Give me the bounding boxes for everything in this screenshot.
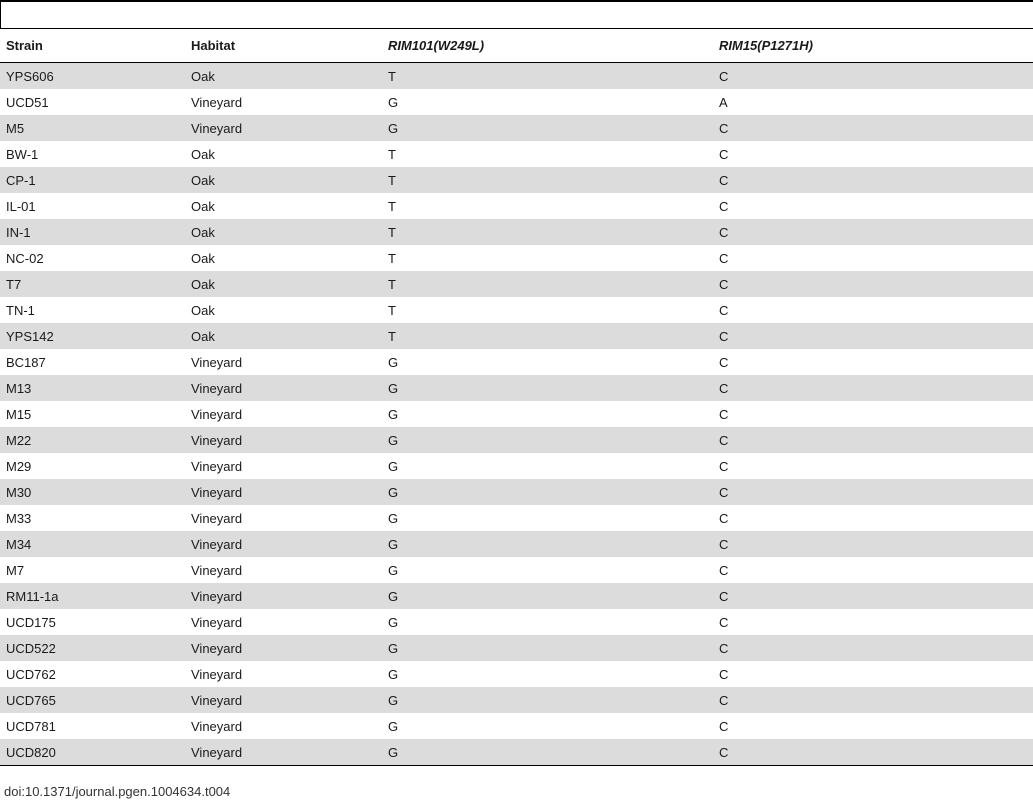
- table-row: [0, 375, 1033, 401]
- cell-rim101: T: [382, 271, 713, 297]
- cell-rim15: C: [713, 427, 1033, 453]
- cell-rim15: C: [713, 453, 1033, 479]
- table-row: [0, 219, 1033, 245]
- cell-rim101: G: [382, 89, 713, 115]
- cell-rim15: C: [713, 479, 1033, 505]
- cell-rim101: G: [382, 349, 713, 375]
- cell-strain: M7: [0, 557, 185, 583]
- cell-habitat: Vineyard: [185, 505, 382, 531]
- table-row: [0, 739, 1033, 766]
- cell-rim101: T: [382, 193, 713, 219]
- cell-rim15: C: [713, 401, 1033, 427]
- cell-rim15: A: [713, 89, 1033, 115]
- table-row: [0, 453, 1033, 479]
- cell-habitat: Oak: [185, 219, 382, 245]
- cell-rim101: T: [382, 141, 713, 167]
- cell-rim15: C: [713, 739, 1033, 766]
- table-row: [0, 505, 1033, 531]
- cell-habitat: Vineyard: [185, 349, 382, 375]
- table-row: [0, 713, 1033, 739]
- table-row: [0, 193, 1033, 219]
- cell-rim15: C: [713, 713, 1033, 739]
- cell-strain: RM11-1a: [0, 583, 185, 609]
- cell-rim15: C: [713, 141, 1033, 167]
- cell-strain: YPS142: [0, 323, 185, 349]
- table-row: [0, 531, 1033, 557]
- cell-habitat: Oak: [185, 63, 382, 90]
- table-header-row: [0, 29, 1033, 63]
- cell-strain: IL-01: [0, 193, 185, 219]
- cell-strain: M22: [0, 427, 185, 453]
- cell-strain: CP-1: [0, 167, 185, 193]
- cell-habitat: Vineyard: [185, 427, 382, 453]
- table-row: [0, 349, 1033, 375]
- cell-rim15: C: [713, 531, 1033, 557]
- cell-strain: IN-1: [0, 219, 185, 245]
- cell-habitat: Vineyard: [185, 583, 382, 609]
- header-rim101: RIM101(W249L): [382, 29, 713, 63]
- cell-strain: UCD522: [0, 635, 185, 661]
- table-row: [0, 687, 1033, 713]
- cell-habitat: Vineyard: [185, 557, 382, 583]
- cell-rim101: G: [382, 609, 713, 635]
- cell-rim15: C: [713, 297, 1033, 323]
- cell-strain: UCD781: [0, 713, 185, 739]
- table-row: [0, 479, 1033, 505]
- table-row: [0, 245, 1033, 271]
- cell-strain: M13: [0, 375, 185, 401]
- cell-rim101: G: [382, 583, 713, 609]
- cell-rim15: C: [713, 661, 1033, 687]
- cell-strain: BW-1: [0, 141, 185, 167]
- cell-rim15: C: [713, 349, 1033, 375]
- table-row: [0, 115, 1033, 141]
- cell-rim101: G: [382, 505, 713, 531]
- cell-rim15: C: [713, 193, 1033, 219]
- cell-rim15: C: [713, 167, 1033, 193]
- cell-strain: M30: [0, 479, 185, 505]
- cell-strain: NC-02: [0, 245, 185, 271]
- table-row: [0, 271, 1033, 297]
- cell-habitat: Vineyard: [185, 739, 382, 766]
- table-top-rule: [0, 0, 1033, 2]
- cell-rim15: C: [713, 635, 1033, 661]
- table-row: [0, 323, 1033, 349]
- cell-strain: BC187: [0, 349, 185, 375]
- cell-rim101: T: [382, 167, 713, 193]
- cell-strain: M33: [0, 505, 185, 531]
- table-row: [0, 557, 1033, 583]
- table-left-edge: [0, 0, 1, 28]
- cell-habitat: Vineyard: [185, 479, 382, 505]
- cell-rim101: G: [382, 427, 713, 453]
- cell-rim101: G: [382, 531, 713, 557]
- cell-strain: UCD820: [0, 739, 185, 766]
- cell-rim101: G: [382, 635, 713, 661]
- cell-habitat: Vineyard: [185, 531, 382, 557]
- cell-habitat: Vineyard: [185, 609, 382, 635]
- cell-habitat: Oak: [185, 297, 382, 323]
- cell-rim101: T: [382, 219, 713, 245]
- table-row: [0, 427, 1033, 453]
- table-row: [0, 635, 1033, 661]
- cell-habitat: Oak: [185, 141, 382, 167]
- cell-strain: TN-1: [0, 297, 185, 323]
- cell-habitat: Vineyard: [185, 713, 382, 739]
- table-row: [0, 63, 1033, 90]
- cell-rim15: C: [713, 219, 1033, 245]
- cell-rim101: G: [382, 739, 713, 766]
- cell-rim101: G: [382, 687, 713, 713]
- cell-habitat: Vineyard: [185, 687, 382, 713]
- header-rim15: RIM15(P1271H): [713, 29, 1033, 63]
- cell-strain: T7: [0, 271, 185, 297]
- cell-habitat: Oak: [185, 323, 382, 349]
- cell-rim15: C: [713, 323, 1033, 349]
- cell-habitat: Vineyard: [185, 89, 382, 115]
- cell-rim101: G: [382, 557, 713, 583]
- cell-strain: UCD765: [0, 687, 185, 713]
- table-row: [0, 661, 1033, 687]
- cell-strain: UCD175: [0, 609, 185, 635]
- cell-rim15: C: [713, 375, 1033, 401]
- table-body: [0, 63, 1033, 766]
- cell-rim101: G: [382, 661, 713, 687]
- cell-habitat: Oak: [185, 193, 382, 219]
- cell-rim15: C: [713, 505, 1033, 531]
- header-habitat: Habitat: [185, 29, 382, 63]
- cell-rim101: G: [382, 453, 713, 479]
- cell-rim101: G: [382, 115, 713, 141]
- cell-strain: M5: [0, 115, 185, 141]
- header-strain: Strain: [0, 29, 185, 63]
- cell-rim101: G: [382, 401, 713, 427]
- cell-habitat: Oak: [185, 245, 382, 271]
- cell-rim15: C: [713, 271, 1033, 297]
- cell-rim15: C: [713, 63, 1033, 90]
- cell-strain: M34: [0, 531, 185, 557]
- doi-caption: doi:10.1371/journal.pgen.1004634.t004: [4, 784, 231, 799]
- cell-rim15: C: [713, 609, 1033, 635]
- cell-rim15: C: [713, 583, 1033, 609]
- cell-habitat: Vineyard: [185, 115, 382, 141]
- cell-rim101: T: [382, 63, 713, 90]
- table-row: [0, 167, 1033, 193]
- cell-rim15: C: [713, 115, 1033, 141]
- genotype-table: [0, 29, 1033, 766]
- cell-habitat: Oak: [185, 271, 382, 297]
- cell-strain: UCD762: [0, 661, 185, 687]
- table-row: [0, 583, 1033, 609]
- table-row: [0, 141, 1033, 167]
- cell-rim101: G: [382, 375, 713, 401]
- cell-habitat: Vineyard: [185, 401, 382, 427]
- cell-rim15: C: [713, 687, 1033, 713]
- cell-strain: UCD51: [0, 89, 185, 115]
- cell-rim101: T: [382, 297, 713, 323]
- cell-rim15: C: [713, 245, 1033, 271]
- cell-rim15: C: [713, 557, 1033, 583]
- cell-habitat: Vineyard: [185, 635, 382, 661]
- cell-habitat: Vineyard: [185, 453, 382, 479]
- cell-rim101: G: [382, 713, 713, 739]
- cell-rim101: T: [382, 323, 713, 349]
- table-row: [0, 297, 1033, 323]
- cell-habitat: Vineyard: [185, 661, 382, 687]
- cell-strain: M29: [0, 453, 185, 479]
- cell-habitat: Vineyard: [185, 375, 382, 401]
- cell-rim101: T: [382, 245, 713, 271]
- cell-strain: M15: [0, 401, 185, 427]
- table-row: [0, 89, 1033, 115]
- cell-strain: YPS606: [0, 63, 185, 90]
- cell-habitat: Oak: [185, 167, 382, 193]
- cell-rim101: G: [382, 479, 713, 505]
- table-row: [0, 401, 1033, 427]
- table-row: [0, 609, 1033, 635]
